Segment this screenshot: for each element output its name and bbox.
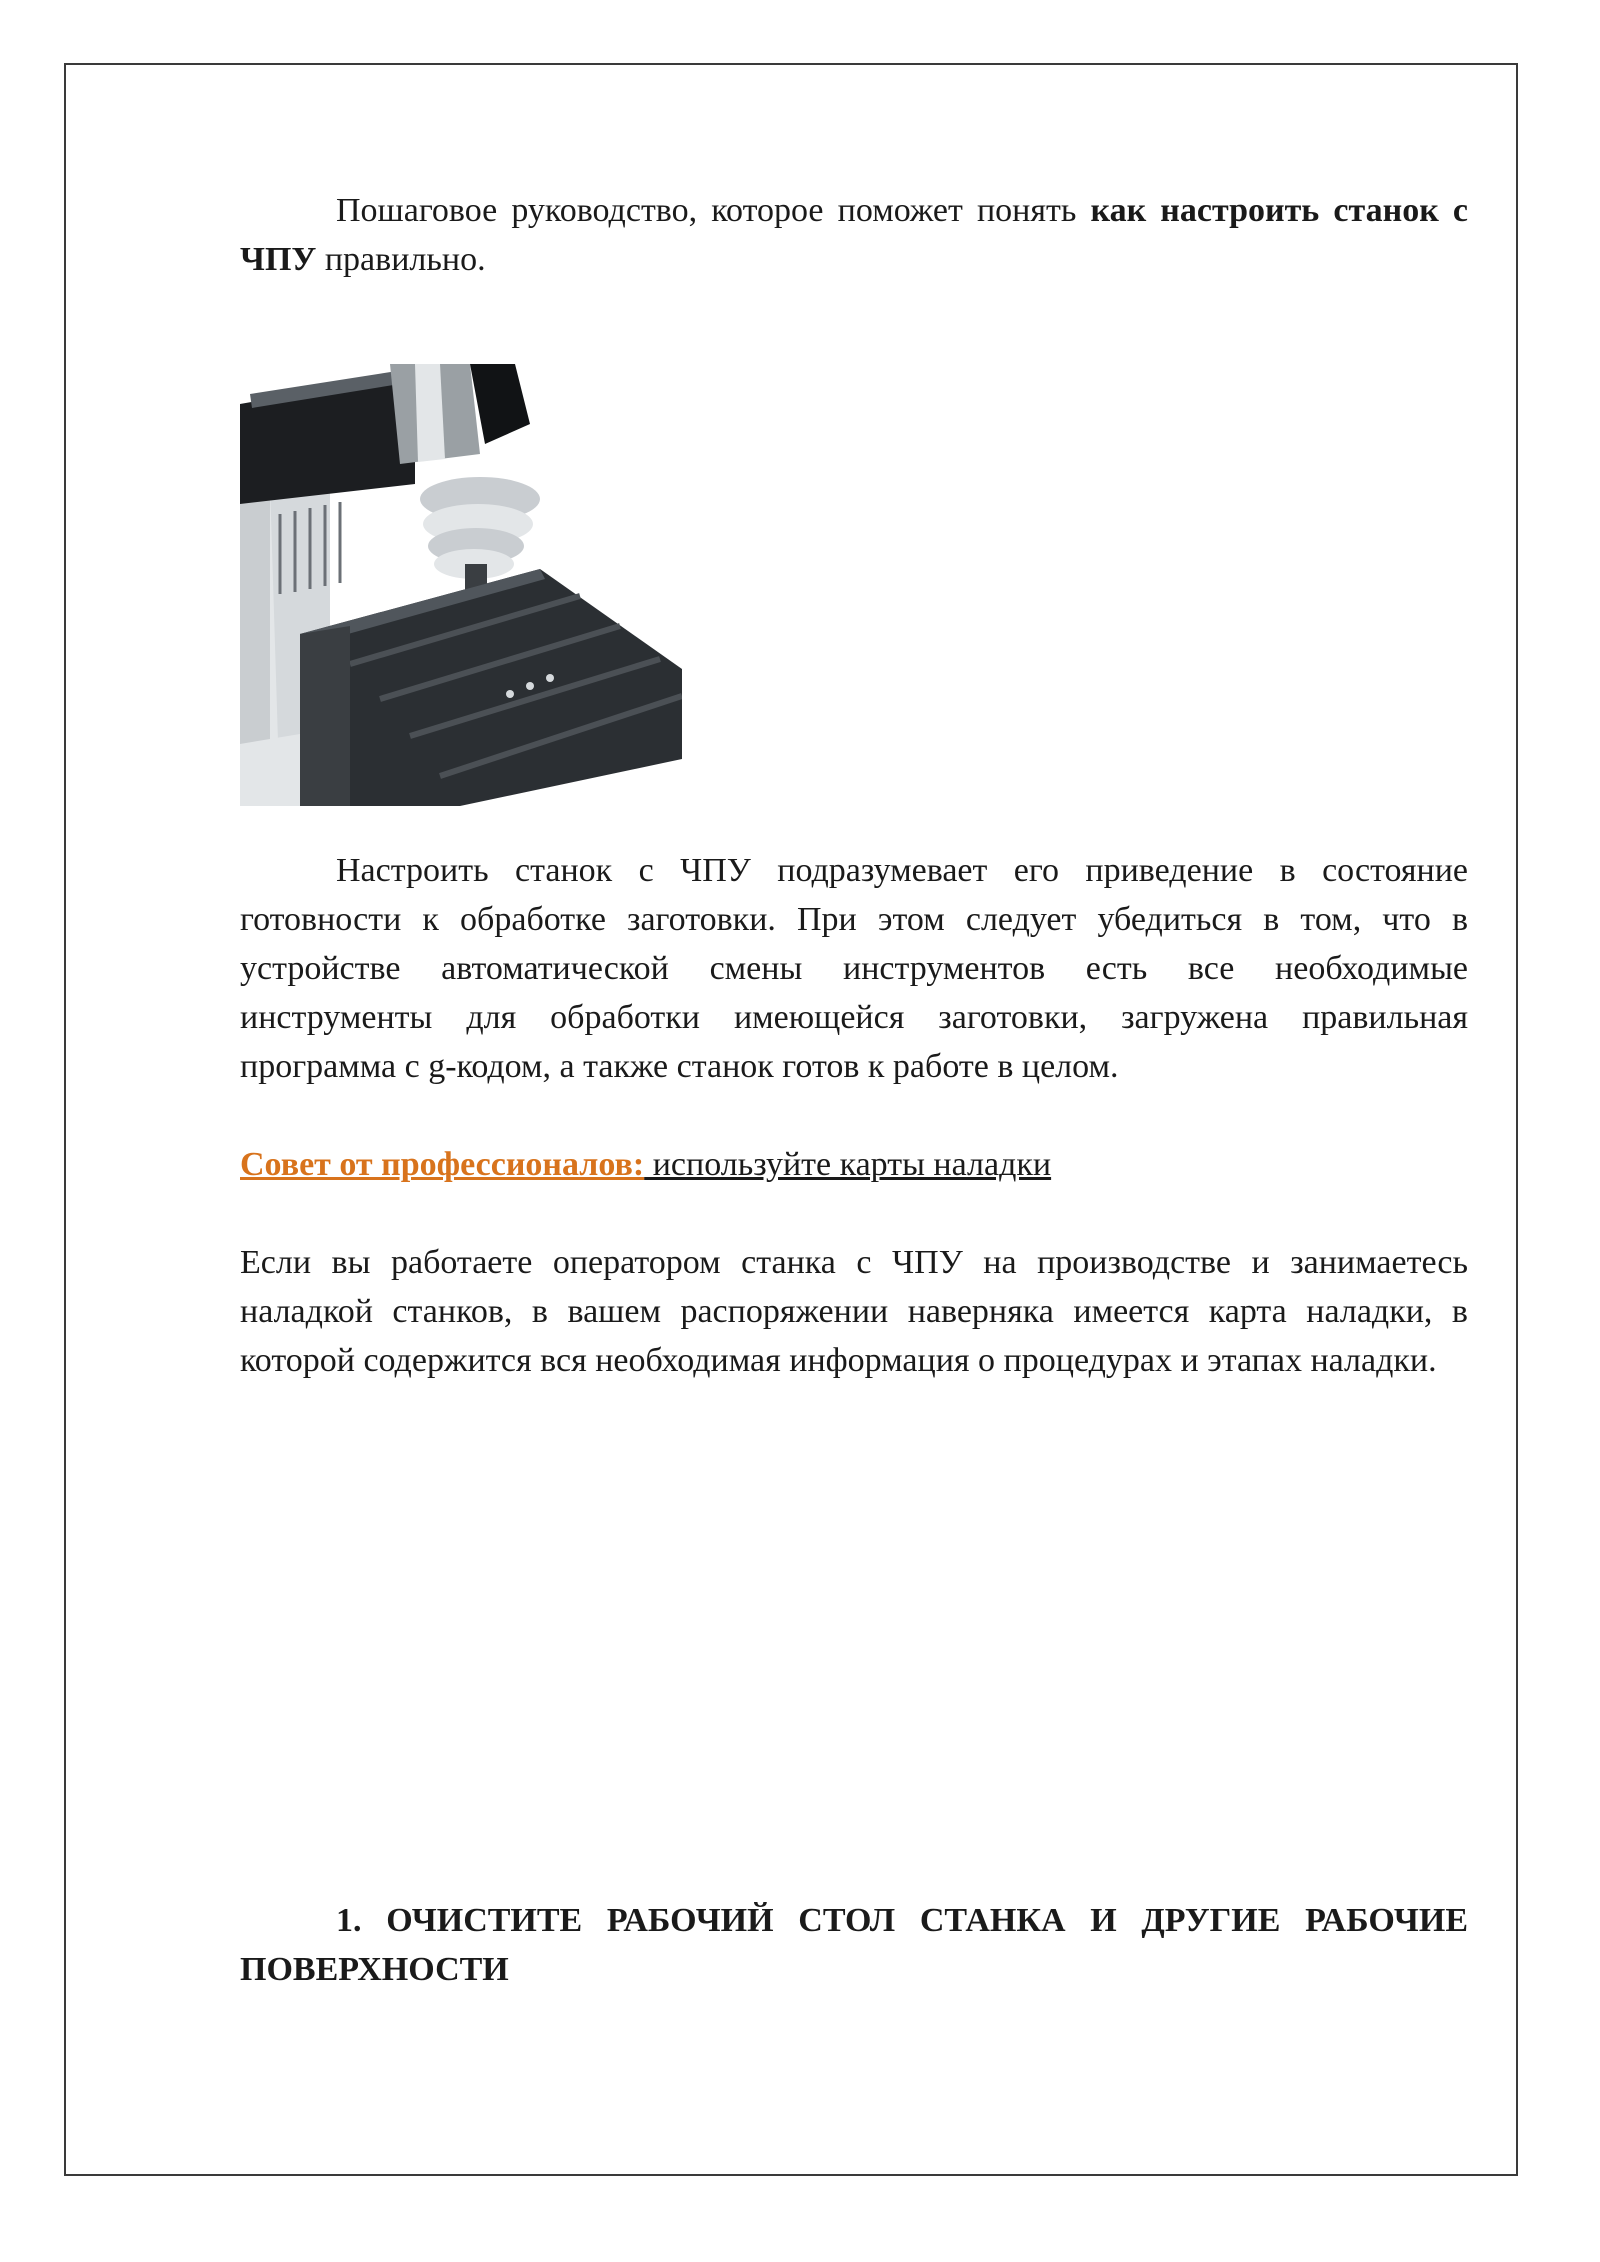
intro-tail: правильно. (316, 241, 486, 278)
pro-tip-text: используйте карты наладки (644, 1146, 1052, 1183)
pro-tip (240, 1140, 1468, 1189)
cnc-machine-image (240, 364, 682, 806)
description-text: подразумевает его приведение в состояние готовности к обработке заготовки. При этом следует убедиться в том, что в устройстве автоматической смены инструментов есть все необходимые инструменты для обработки имеющейся заготовки, загружена правильная программа с g-кодом, а также станок готов к работе в целом. (240, 852, 1468, 1085)
operator-paragraph: Если вы работаете оператором станка с ЧПУ на производстве и занимаетесь наладкой станков, в вашем распоряжении наверняка имеется карта наладки, в которой содержится вся необходимая информация о процедурах и этапах наладки. (240, 1244, 1468, 1379)
description-lead: Настроить станок с ЧПУ (336, 852, 751, 889)
intro-bold-phrase: как настроить станок с ЧПУ (240, 192, 1468, 278)
intro-lead: Пошаговое руководство, которое поможет понять (336, 192, 1091, 229)
pro-tip-label: Совет от профессионалов: (240, 1146, 645, 1183)
section-heading: 1. ОЧИСТИТЕ РАБОЧИЙ СТОЛ СТАНКА И ДРУГИЕ РАБОЧИЕ ПОВЕРХНОСТИ (240, 1902, 1468, 1988)
description-paragraph (240, 846, 1468, 1091)
intro-paragraph (240, 186, 1468, 284)
document-body (240, 186, 1468, 1385)
